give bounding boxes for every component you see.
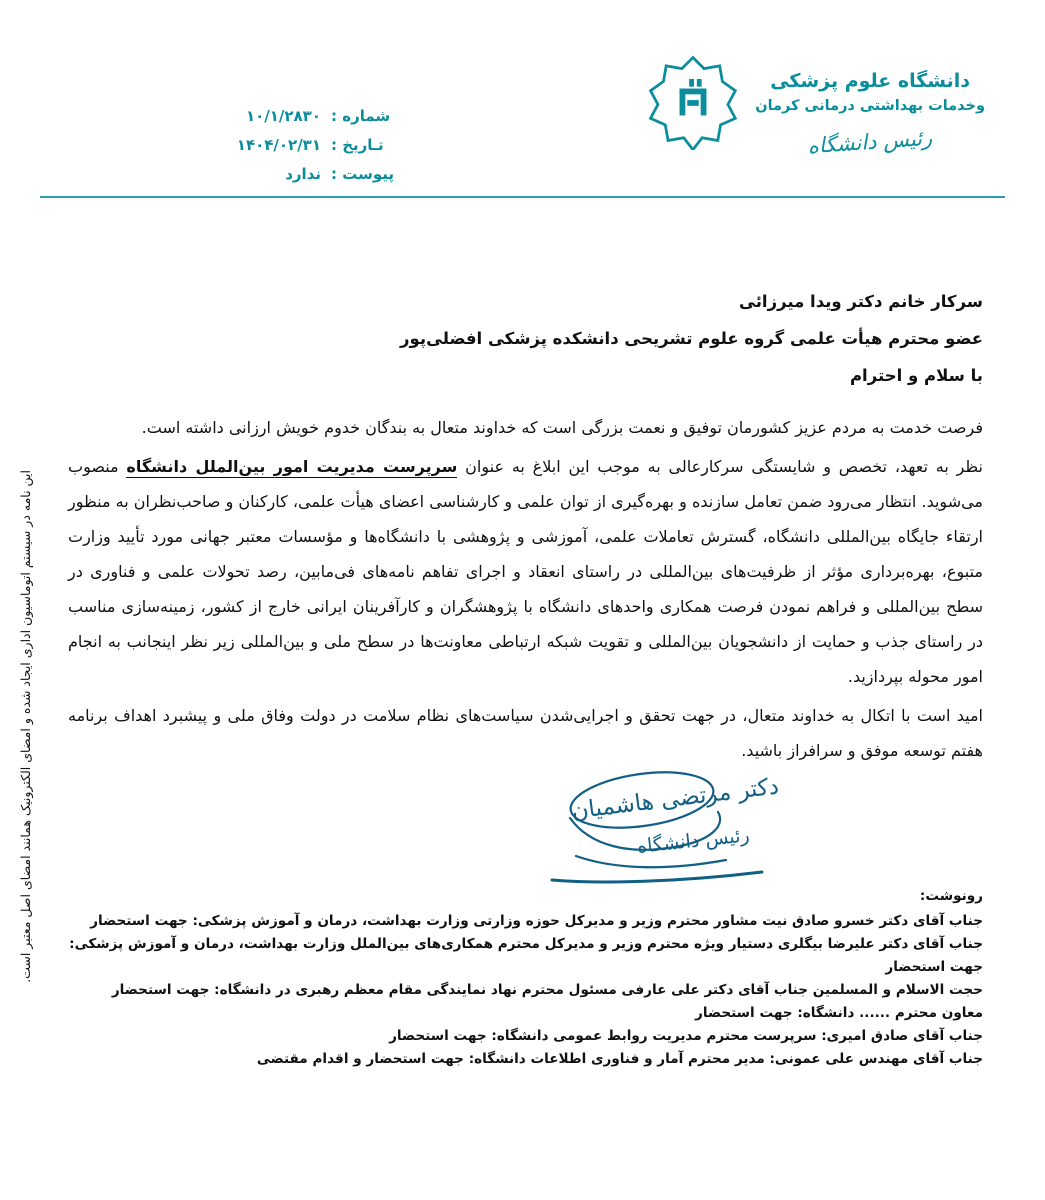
date-value: ۱۴۰۴/۰۲/۳۱ xyxy=(236,136,321,154)
meta-row-attachment xyxy=(135,160,405,189)
signer-name: دکتر مرتضی هاشمیان xyxy=(570,773,781,825)
letterhead-script-title: رئیس دانشگاه xyxy=(807,125,934,159)
paragraph-2-after: منصوب می‌شوید. انتظار می‌رود ضمن تعامل سازنده و بهره‌گیری از توان علمی و کارشناسی اعضای هیأت علمی، کارکنان و صاحب‌نظران به منظور ارتقاء جایگاه بین‌المللی دانشگاه، گسترش تعاملات علمی، آموزشی و پژوهشی با دانشگاه‌ها و مؤسسات معتبر جهانی مورد تأیید وزارت متبوع، بهره‌برداری مؤثر از ظرفیت‌های بین‌المللی در راستای انعقاد و اجرای تفاهم نامه‌های فی‌مابین، رصد تحولات علمی و فناوری در سطح بین‌المللی و فراهم نمودن فرصت همکاری واحدهای دانشگاه با پژوهشگران و کارآفرینان ایرانی خارج از کشور، زمینه‌سازی مناسب در راستای جذب و حمایت از دانشجویان بین‌المللی و تقویت شبکه ارتباطی معاونت‌ها در سطح ملی و بین‌المللی زیر نظر اینجانب به انجام امور محوله بپردازید. xyxy=(68,457,983,686)
paragraph-3: امید است با اتکال به خداوند متعال، در جهت تحقق و اجرایی‌شدن سیاست‌های نظام سلامت در دولت وفاق ملی و پیشبرد اهداف برنامه هفتم توسعه موفق و سرافراز باشید. xyxy=(68,706,983,760)
addressee-position: عضو محترم هیأت علمی گروه علوم تشریحی دانشکده پزشکی افضلی‌پور xyxy=(400,329,983,348)
organization-name-line1: دانشگاه علوم پزشکی xyxy=(770,70,971,92)
meta-row-date xyxy=(135,131,405,160)
signature-block xyxy=(530,760,790,890)
university-emblem-icon xyxy=(645,54,741,150)
letter-body xyxy=(68,285,983,772)
cc-list xyxy=(68,885,983,1071)
salutation: با سلام و احترام xyxy=(849,366,983,385)
addressee-name: سرکار خانم دکتر ویدا میرزائی xyxy=(739,292,983,311)
cc-item: جناب آقای مهندس علی عمونی: مدیر محترم آمار و فناوری اطلاعات دانشگاه: جهت استحضار و اقدام مقتضی xyxy=(256,1051,983,1067)
attachment-label: پیوست : xyxy=(331,165,395,183)
header-divider xyxy=(40,196,1005,198)
electronic-signature-note: این نامه در سیستم اتوماسیون اداری ایجاد شده و امضای الکترونیک همانند امضای اصل معتبر است. xyxy=(18,470,33,983)
paragraph-1: فرصت خدمت به مردم عزیز کشورمان توفیق و نعمت بزرگی است که خداوند متعال به بندگان خدوم خویش ارزانی داشته است. xyxy=(141,418,983,437)
addressee-block xyxy=(68,285,983,392)
organization-name-block xyxy=(755,54,985,159)
appointment-title: سرپرست مدیریت امور بین‌الملل دانشگاه xyxy=(126,457,458,476)
number-value: ۱۰/۱/۲۸۳۰ xyxy=(245,107,321,125)
cc-item: معاون محترم ...... دانشگاه: جهت استحضار xyxy=(695,1005,983,1021)
letterhead xyxy=(0,40,1045,220)
organization-identity xyxy=(645,54,985,159)
cc-item: جناب آقای صادق امیری: سرپرست محترم مدیریت روابط عمومی دانشگاه: جهت استحضار xyxy=(389,1028,983,1044)
paragraph-2-before: نظر به تعهد، تخصص و شایستگی سرکارعالی به موجب این ابلاغ به عنوان xyxy=(457,457,984,476)
date-label: تـاریخ : xyxy=(331,136,384,154)
cc-title: رونوشت: xyxy=(919,888,983,904)
cc-item: جناب آقای دکتر علیرضا بیگلری دستیار ویژه محترم وزیر و مدیرکل محترم همکاری‌های بین‌الملل وزارت بهداشت، درمان و آموزش پزشکی: جهت استحضار xyxy=(69,936,983,975)
paragraph-2 xyxy=(68,449,983,694)
signer-title: رئیس دانشگاه xyxy=(636,824,751,858)
organization-name-line2: وخدمات بهداشتی درمانی کرمان xyxy=(755,98,985,114)
attachment-value: ندارد xyxy=(285,165,321,183)
document-meta xyxy=(135,102,405,189)
cc-item: حجت الاسلام و المسلمین جناب آقای دکتر علی عارفی مسئول محترم نهاد نمایندگی مقام معظم رهبری در دانشگاه: جهت استحضار xyxy=(111,982,983,998)
meta-row-number xyxy=(135,102,405,131)
number-label: شماره : xyxy=(331,107,391,125)
cc-item: جناب آقای دکتر خسرو صادق نیت مشاور محترم وزیر و مدیرکل حوزه وزارتی وزارت بهداشت، درمان و آموزش پزشکی: جهت استحضار xyxy=(90,913,983,929)
